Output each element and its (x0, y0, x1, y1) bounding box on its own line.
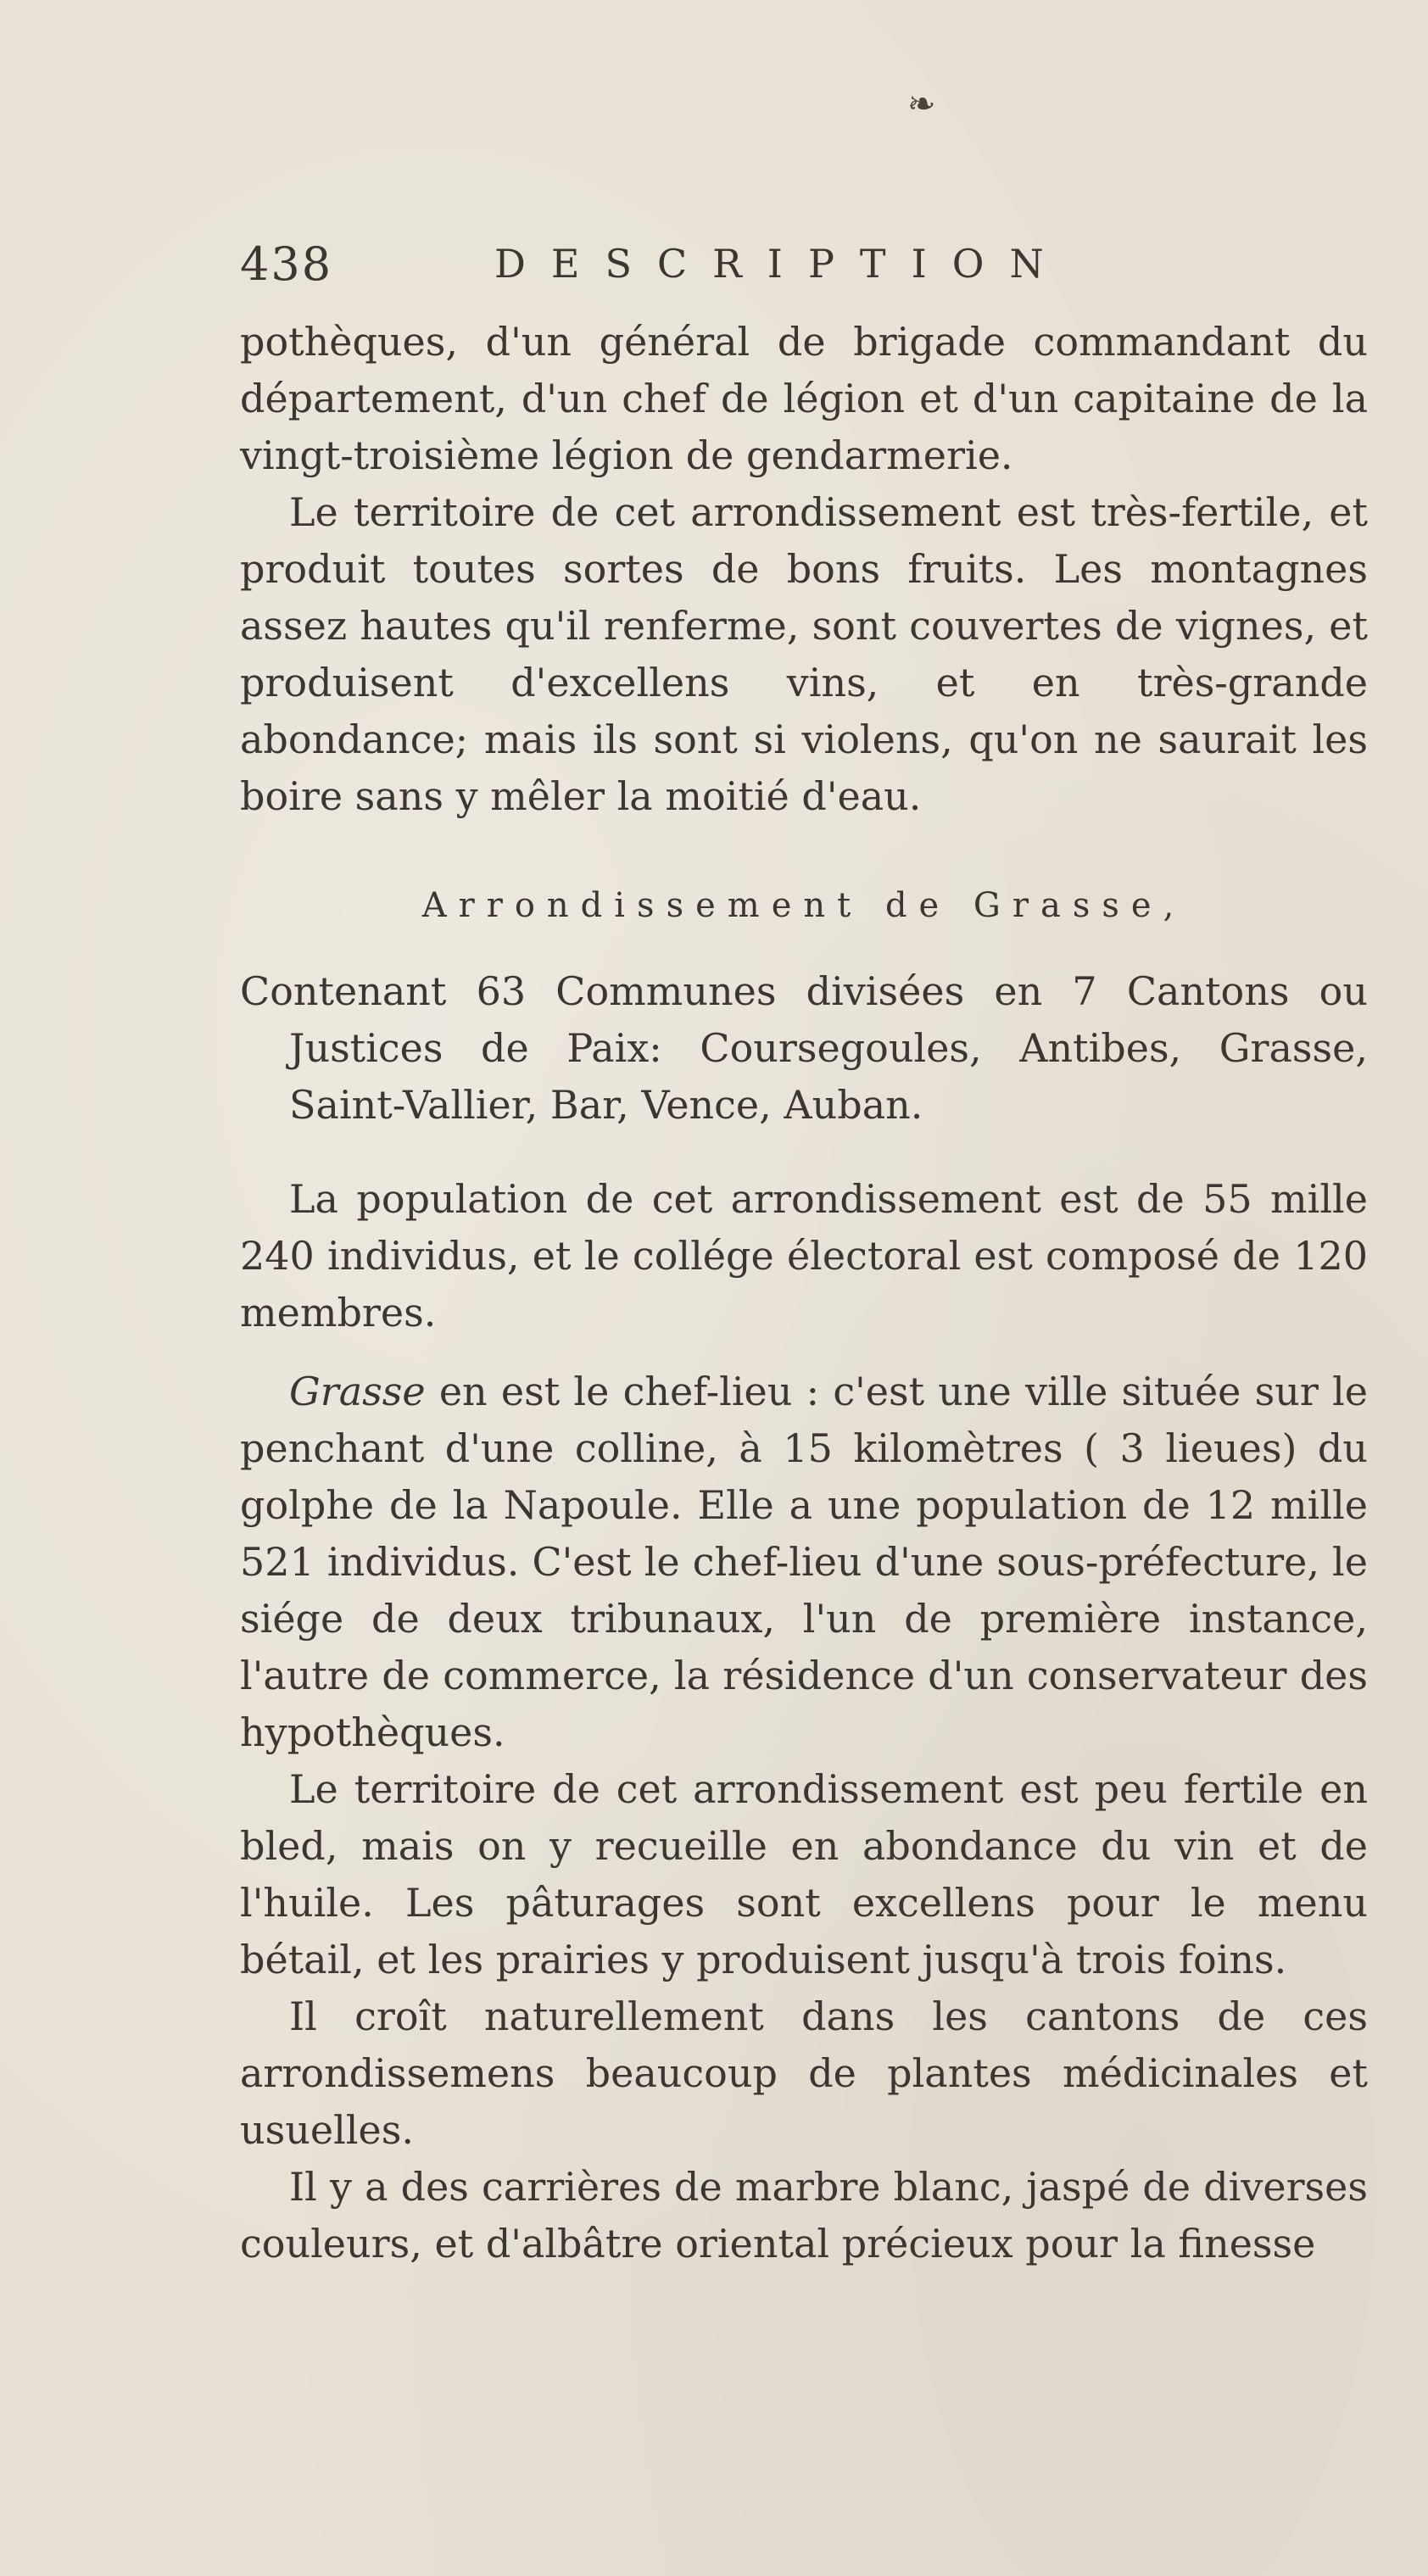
paragraph-grasse-text: en est le chef-lieu : c'est une ville située sur le penchant d'une colline, à 15 kilomètres ( 3 lieues) du golphe de la Napoule. Elle a une population de 12 mille 521 individus. C'est le chef-lieu d'une sous-préfecture, le siége de deux tribunaux, l'un de première instance, l'autre de commerce, la résidence d'un conservateur des hypothèques. (240, 1369, 1368, 1755)
paragraph-grasse (240, 1363, 1368, 1761)
page-number: 438 (240, 237, 333, 291)
ornament-mark: ❧ (907, 85, 936, 124)
paragraph-quarries: Il y a des carrières de marbre blanc, jaspé de diverses couleurs, et d'albâtre oriental précieux pour la finesse (240, 2164, 1368, 2267)
paragraph-continuation: pothèques, d'un général de brigade commandant du département, d'un chef de légion et d'un capitaine de la vingt-troisième légion de gendarmerie. (240, 319, 1368, 478)
paragraph-population: La population de cet arrondissement est de 55 mille 240 individus, et le collége électoral est composé de 120 membres. (240, 1176, 1368, 1335)
page-header (240, 237, 1173, 305)
place-name-grasse: Grasse (289, 1369, 426, 1414)
body-text (240, 314, 1368, 2272)
section-summary: Contenant 63 Communes divisées en 7 Cantons ou Justices de Paix: Coursegoules, Antibes, Grasse, Saint-Vallier, Bar, Vence, Auban. (240, 968, 1368, 1128)
paragraph-agriculture: Le territoire de cet arrondissement est peu fertile en bled, mais on y recueille en abondance du vin et de l'huile. Les pâturages sont excellens pour le menu bétail, et les prairies y produisent jusqu'à trois foins. (240, 1766, 1368, 1982)
paragraph-plants: Il croît naturellement dans les cantons de ces arrondissemens beaucoup de plantes médicinales et usuelles. (240, 1993, 1368, 2153)
section-title: Arrondissement de Grasse, (421, 886, 1186, 925)
running-head: DESCRIPTION (494, 241, 1069, 287)
paragraph-territory: Le territoire de cet arrondissement est très-fertile, et produit toutes sortes de bons fruits. Les montagnes assez hautes qu'il renferme, sont couvertes de vignes, et produisent d'excellens vins, et en très-grande abondance; mais ils sont si violens, qu'on ne saurait les boire sans y mêler la moitié d'eau. (240, 489, 1368, 819)
